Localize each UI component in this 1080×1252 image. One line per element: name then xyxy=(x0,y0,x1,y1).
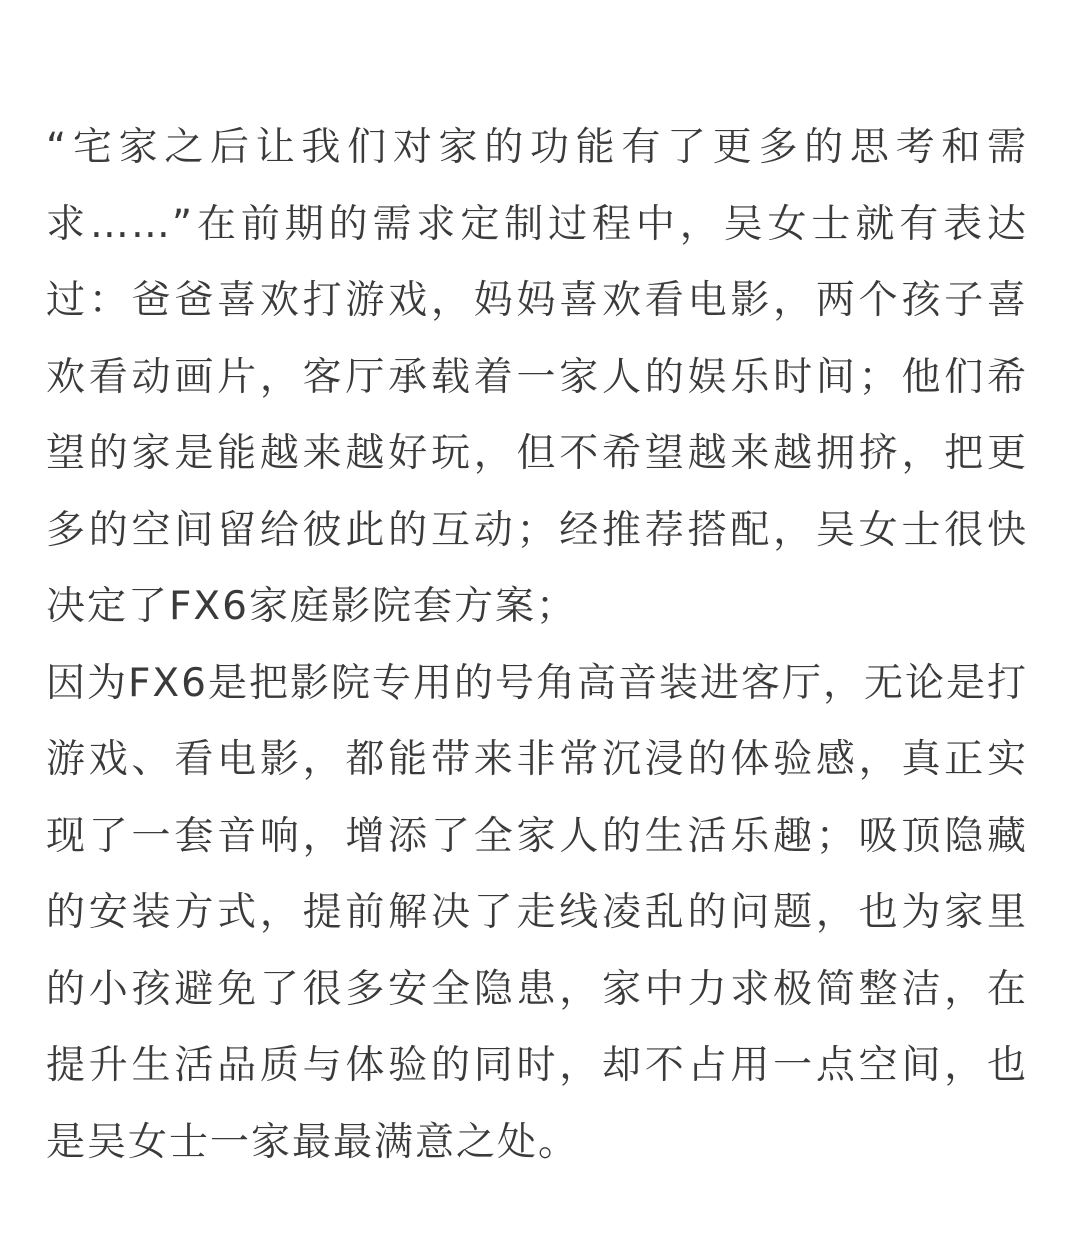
article-body xyxy=(46,110,1028,1181)
paragraph-1: “宅家之后让我们对家的功能有了更多的思考和需求……”在前期的需求定制过程中，吴女士就有表达过：爸爸喜欢打游戏，妈妈喜欢看电影，两个孩子喜欢看动画片，客厅承载着一家人的娱乐时间；他们希望的家是能越来越好玩，但不希望越来越拥挤，把更多的空间留给彼此的互动；经推荐搭配，吴女士很快决定了FX6家庭影院套方案； xyxy=(46,125,1028,629)
paragraph-2: 因为FX6是把影院专用的号角高音装进客厅，无论是打游戏、看电影，都能带来非常沉浸的体验感，真正实现了一套音响，增添了全家人的生活乐趣；吸顶隐藏的安装方式，提前解决了走线凌乱的问题，也为家里的小孩避免了很多安全隐患，家中力求极简整洁，在提升生活品质与体验的同时，却不占用一点空间，也是吴女士一家最最满意之处。 xyxy=(46,660,1028,1165)
